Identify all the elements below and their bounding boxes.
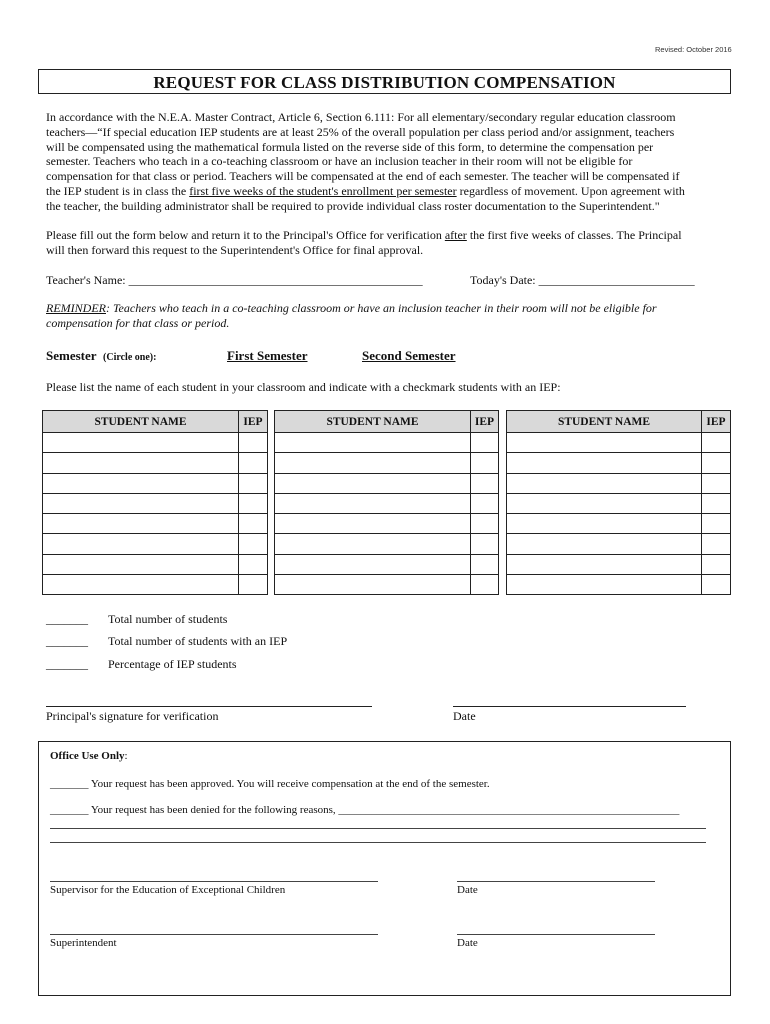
student-name-cell[interactable] [275, 433, 471, 453]
student-name-cell[interactable] [43, 453, 239, 473]
iep-percentage-row[interactable]: _______ Percentage of IEP students [46, 657, 237, 671]
student-name-cell[interactable] [275, 473, 471, 493]
table-row [43, 554, 268, 574]
table-row [43, 534, 268, 554]
student-name-cell[interactable] [275, 554, 471, 574]
student-name-cell[interactable] [507, 493, 702, 513]
iep-checkbox-cell[interactable] [471, 534, 499, 554]
table-row [507, 453, 731, 473]
student-name-cell[interactable] [275, 575, 471, 595]
student-name-cell[interactable] [507, 473, 702, 493]
student-name-cell[interactable] [275, 453, 471, 473]
table-row [275, 433, 499, 453]
student-name-cell[interactable] [43, 554, 239, 574]
list-instruction: Please list the name of each student in your classroom and indicate with a checkmark students with an IEP: [46, 380, 561, 394]
iep-checkbox-cell[interactable] [239, 514, 268, 534]
total-students-row[interactable]: _______ Total number of students [46, 612, 228, 626]
supervisor-date-label: Date [457, 884, 478, 896]
iep-checkbox-cell[interactable] [702, 453, 731, 473]
iep-checkbox-cell[interactable] [471, 433, 499, 453]
roster-table-3 [506, 410, 731, 595]
iep-checkbox-cell[interactable] [702, 514, 731, 534]
table-row [275, 473, 499, 493]
student-name-cell[interactable] [43, 473, 239, 493]
instructions-paragraph [46, 228, 724, 258]
intro-paragraph [46, 110, 724, 214]
table-row [275, 453, 499, 473]
principal-signature-line[interactable] [46, 706, 372, 707]
table-row [275, 534, 499, 554]
iep-checkbox-cell[interactable] [471, 493, 499, 513]
table-row [43, 514, 268, 534]
intro-line: the IEP student is in class the first five weeks of the student's enrollment per semester regardless of movement. Upon agreement with [46, 183, 685, 198]
student-name-cell[interactable] [275, 493, 471, 513]
table-row [43, 453, 268, 473]
table-row [43, 433, 268, 453]
student-name-header: STUDENT NAME [275, 411, 471, 433]
student-name-header: STUDENT NAME [507, 411, 702, 433]
todays-date-field[interactable]: Today's Date: __________________________ [470, 273, 695, 287]
principal-signature-label: Principal's signature for verification [46, 709, 219, 723]
table-row [275, 575, 499, 595]
semester-label: Semester (Circle one): [46, 348, 157, 363]
second-semester-option[interactable]: Second Semester [362, 348, 456, 363]
iep-header: IEP [239, 411, 268, 433]
student-name-cell[interactable] [43, 514, 239, 534]
iep-checkbox-cell[interactable] [239, 493, 268, 513]
form-title: REQUEST FOR CLASS DISTRIBUTION COMPENSATION [38, 69, 731, 94]
table-row [275, 514, 499, 534]
roster-table-1 [42, 410, 268, 595]
first-semester-option[interactable]: First Semester [227, 348, 308, 363]
iep-header: IEP [702, 411, 731, 433]
student-name-cell[interactable] [43, 575, 239, 595]
total-iep-row[interactable]: _______ Total number of students with an IEP [46, 634, 288, 648]
principal-date-line[interactable] [453, 706, 686, 707]
iep-header: IEP [471, 411, 499, 433]
table-row [507, 575, 731, 595]
iep-checkbox-cell[interactable] [702, 575, 731, 595]
supervisor-label: Supervisor for the Education of Exceptional Children [50, 884, 286, 896]
reasons-line[interactable] [50, 842, 706, 843]
student-name-cell[interactable] [43, 534, 239, 554]
table-row [275, 554, 499, 574]
iep-checkbox-cell[interactable] [239, 453, 268, 473]
iep-checkbox-cell[interactable] [702, 473, 731, 493]
office-use-box [38, 741, 731, 996]
superintendent-date-label: Date [457, 937, 478, 949]
iep-checkbox-cell[interactable] [471, 514, 499, 534]
intro-line: teachers—“If special education IEP students are at least 25% of the overall population per class period and/or assignment, teachers [46, 124, 675, 139]
semester-hint: (Circle one): [103, 352, 157, 363]
iep-checkbox-cell[interactable] [239, 575, 268, 595]
intro-line: compensation for that class or period. Teachers will be compensated at the end of each semester. The teacher will be compensated if [46, 169, 680, 184]
table-row [507, 554, 731, 574]
iep-checkbox-cell[interactable] [702, 493, 731, 513]
student-name-cell[interactable] [507, 534, 702, 554]
instruction-line: Please fill out the form below and return it to the Principal's Office for verification after the first five weeks of classes. The Principal [46, 228, 682, 242]
student-name-cell[interactable] [507, 514, 702, 534]
student-name-cell[interactable] [275, 534, 471, 554]
denied-line[interactable]: _______ Your request has been denied for the following reasons, ______________________________________________________________ [50, 804, 680, 816]
superintendent-date-line[interactable] [457, 934, 655, 935]
table-row [275, 493, 499, 513]
approved-line[interactable]: _______ Your request has been approved. You will receive compensation at the end of the semester. [50, 778, 490, 790]
student-name-cell[interactable] [275, 514, 471, 534]
superintendent-label: Superintendent [50, 937, 117, 949]
table-row [507, 514, 731, 534]
intro-line: In accordance with the N.E.A. Master Contract, Article 6, Section 6.111: For all elementary/secondary regular education classroom [46, 110, 676, 124]
table-row [507, 473, 731, 493]
office-use-heading: Office Use Only: [50, 750, 128, 762]
intro-line: will be compensated using the mathematical formula listed on the reverse side of this form, to determine the compensation per [46, 139, 654, 154]
student-name-cell[interactable] [43, 433, 239, 453]
supervisor-date-line[interactable] [457, 881, 655, 882]
table-row [43, 575, 268, 595]
table-row [507, 493, 731, 513]
table-row [507, 534, 731, 554]
table-row [43, 473, 268, 493]
iep-checkbox-cell[interactable] [239, 534, 268, 554]
iep-checkbox-cell[interactable] [239, 433, 268, 453]
table-row [43, 493, 268, 513]
student-name-header: STUDENT NAME [43, 411, 239, 433]
iep-checkbox-cell[interactable] [702, 433, 731, 453]
supervisor-signature-line[interactable] [50, 881, 378, 882]
intro-line: semester. Teachers who teach in a co-teaching classroom or have an inclusion teacher in their room will not be eligible for [46, 154, 633, 169]
iep-checkbox-cell[interactable] [471, 453, 499, 473]
table-row [507, 433, 731, 453]
superintendent-signature-line[interactable] [50, 934, 378, 935]
reminder-label: REMINDER [46, 301, 106, 315]
reasons-line[interactable] [50, 828, 706, 829]
iep-checkbox-cell[interactable] [471, 473, 499, 493]
teacher-name-field[interactable]: Teacher's Name: _________________________________________________ [46, 273, 423, 287]
student-name-cell[interactable] [507, 575, 702, 595]
iep-checkbox-cell[interactable] [239, 554, 268, 574]
intro-line: the teacher, the building administrator shall be required to provide individual class roster documentation to the Superintendent." [46, 198, 660, 213]
revised-date: Revised: October 2016 [655, 45, 732, 54]
principal-date-label: Date [453, 709, 476, 723]
student-name-cell[interactable] [507, 554, 702, 574]
iep-checkbox-cell[interactable] [471, 554, 499, 574]
iep-checkbox-cell[interactable] [471, 575, 499, 595]
instruction-line: will then forward this request to the Superintendent's Office for final approval. [46, 242, 424, 257]
reminder-note: REMINDER: Teachers who teach in a co-teaching classroom or have an inclusion teacher in their room will not be eligible for compensation for that class or period. [46, 301, 657, 330]
student-name-cell[interactable] [507, 453, 702, 473]
student-name-cell[interactable] [507, 433, 702, 453]
iep-checkbox-cell[interactable] [702, 554, 731, 574]
roster-table-2 [274, 410, 499, 595]
iep-checkbox-cell[interactable] [702, 534, 731, 554]
student-name-cell[interactable] [43, 493, 239, 513]
iep-checkbox-cell[interactable] [239, 473, 268, 493]
